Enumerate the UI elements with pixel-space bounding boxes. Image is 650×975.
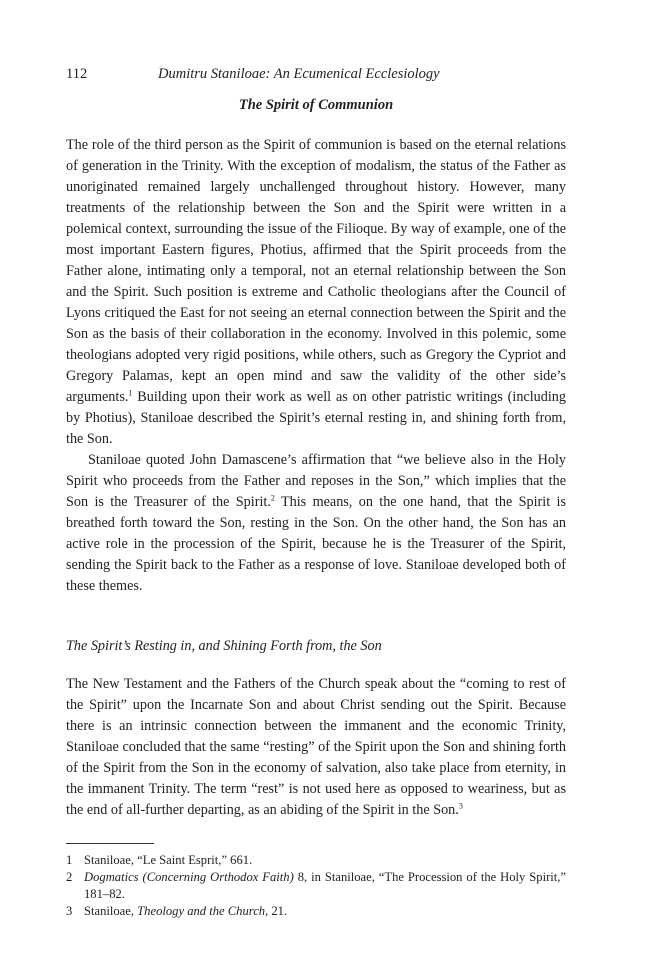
footnote-author: Staniloae, (84, 904, 138, 918)
footnote-citation: 8, in Staniloae, “The Procession of the Holy Spirit,” 181–82. (84, 870, 567, 901)
footnote-number: 3 (66, 904, 73, 918)
footnote-citation: , 21. (265, 904, 288, 918)
footnote-ref-1: 1 (128, 388, 133, 398)
footnote-text (84, 903, 566, 920)
footnote-1 (66, 852, 566, 869)
footnote-work-title: Dogmatics (Concerning Orthodox Faith) (84, 870, 294, 884)
footnote-text: Staniloae, “Le Saint Esprit,” 661. (84, 853, 253, 867)
footnote-number: 2 (66, 870, 73, 884)
footnote-3 (66, 903, 566, 920)
footnote-text (84, 869, 566, 903)
footnote-work-title: Theology and the Church (137, 904, 266, 918)
section-title: The Spirit of Communion (238, 97, 394, 113)
footnote-ref-3: 3 (458, 801, 463, 811)
paragraph-1 (66, 135, 566, 450)
paragraph-3 (66, 674, 566, 821)
footnote-ref-2: 2 (270, 493, 275, 503)
footnote-number: 1 (66, 853, 73, 867)
paragraph-3-text: The New Testament and the Fathers of the Church speak about the “coming to rest of the Spirit” upon the Incarnate Son and about Christ sending out the Spirit. Because there is an intrinsic connection between the immanent and the economic Trinity, Staniloae concluded that the same “resting” of the Spirit upon the Son and shining forth of the Spirit from the Son in the economy of salvation, also take place from eternity, in the immanent Trinity. The term “rest” is not used here as opposed to weariness, but as the end of all-further departing, as an abiding of the Spirit in the Son. (66, 676, 566, 818)
footnote-2 (66, 869, 566, 903)
page-number: 112 (66, 66, 88, 82)
paragraph-2 (66, 450, 566, 597)
paragraph-1-text-a: The role of the third person as the Spirit of communion is based on the eternal relations of generation in the Trinity. With the exception of modalism, the status of the Father as unoriginated remained largely unchallenged throughout history. However, many treatments of the relationship between the Son and the Spirit were written in a polemical context, surrounding the issue of the Filioque. By way of example, one of the most important Eastern figures, Photius, affirmed that the Spirit proceeds from the Father alone, intimating only a temporal, not an eternal relationship between the Son and the Spirit. Such position is extreme and Catholic theologians after the Council of Lyons critiqued the East for not seeing an eternal connection between the Spirit and the Son as the basis of their collaboration in the economy. Involved in this polemic, some theologians adopted very rigid positions, while others, such as Gregory the Cypriot and Gregory Palamas, kept an open mind and saw the validity of the other side’s arguments. (66, 137, 566, 405)
footnote-divider (66, 843, 154, 844)
running-title: Dumitru Staniloae: An Ecumenical Ecclesiology (158, 66, 440, 82)
footnotes (66, 852, 566, 920)
paragraph-1-text-b: Building upon their work as well as on other patristic writings (including by Photius), Staniloae described the Spirit’s eternal resting in, and shining forth from, the Son. (66, 389, 566, 447)
subheading: The Spirit’s Resting in, and Shining Forth from, the Son (66, 638, 382, 654)
paragraph-2-text-a: Staniloae quoted John Damascene’s affirmation that “we believe also in the Holy Spirit who proceeds from the Father and reposes in the Son,” which implies that the Son is the Treasurer of the Spirit. (66, 452, 566, 510)
paragraph-2-text-b: This means, on the one hand, that the Spirit is breathed forth toward the Son, resting in the Son. On the other hand, the Son has an active role in the procession of the Spirit, because he is the Treasurer of the Spirit, sending the Spirit back to the Father as a response of love. Staniloae developed both of these themes. (66, 494, 566, 594)
running-header (66, 66, 566, 88)
